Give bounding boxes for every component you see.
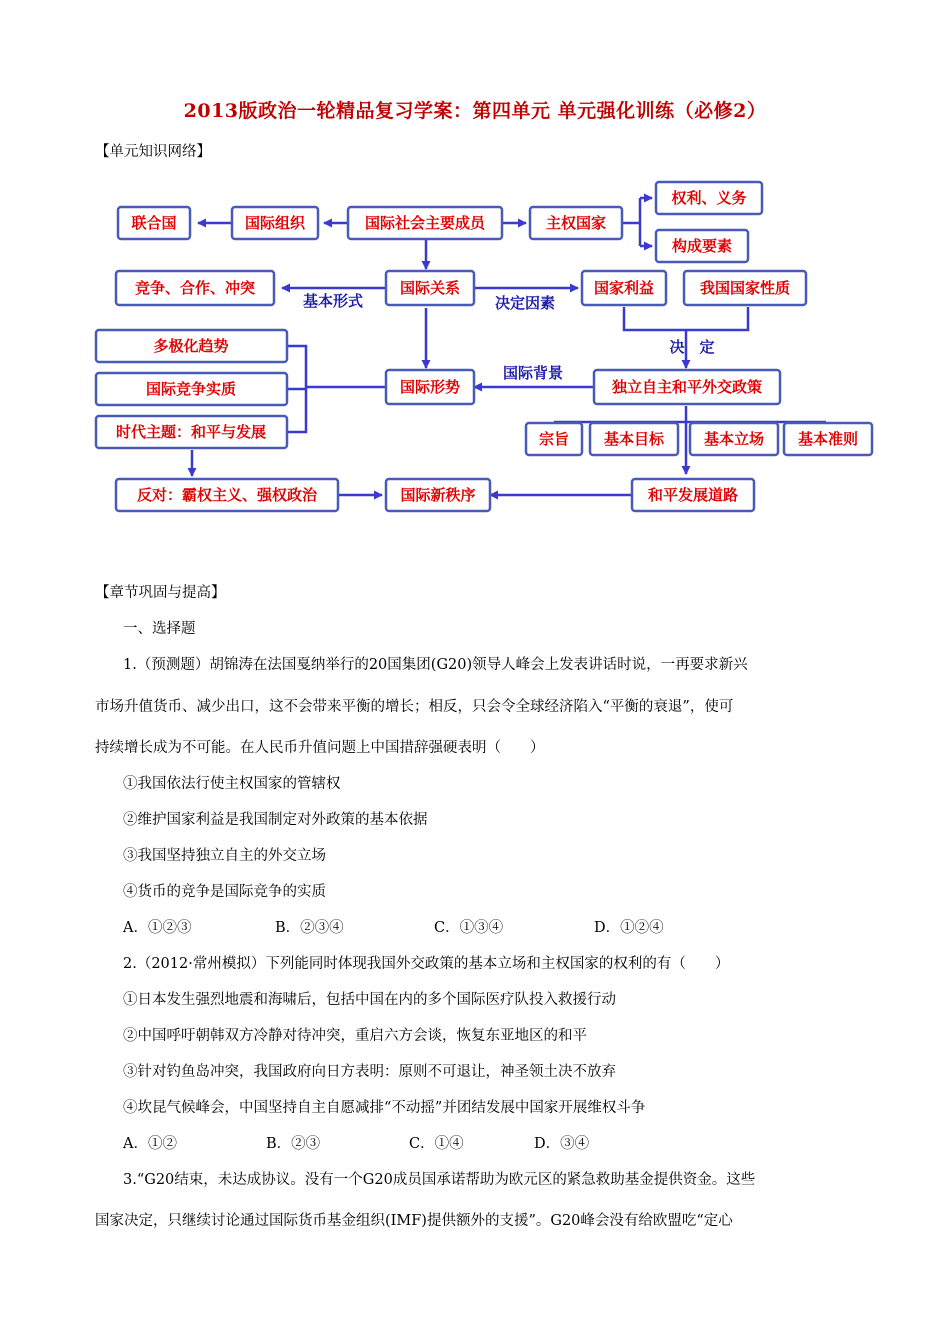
node-situation: 国际形势 — [399, 378, 461, 396]
q1-option-c: C．①③④ — [434, 920, 504, 936]
q3-line-1: 3.“G20结束，未达成协议。没有一个G20成员国承诺帮助为欧元区的紧急救助基金提供资金。这些 — [123, 1172, 756, 1188]
q2-line-1: 2.（2012·常州模拟）下列能同时体现我国外交政策的基本立场和主权国家的权利的有（ ） — [123, 956, 730, 972]
q1-line-1: 1.（预测题）胡锦涛在法国戛纳举行的20国集团(G20)领导人峰会上发表讲话时说，一再要求新兴 — [123, 657, 748, 673]
bracket-state — [622, 198, 640, 246]
edge-label-decisive-factor: 决定因素 — [494, 294, 556, 312]
q1-option-d: D．①②④ — [594, 920, 664, 936]
node-stance: 基本立场 — [703, 430, 765, 448]
q1-item-1: ①我国依法行使主权国家的管辖权 — [123, 776, 341, 792]
section-label-knowledge-network: 【单元知识网络】 — [95, 144, 211, 160]
node-multipolar: 多极化趋势 — [153, 337, 229, 355]
knowledge-network-diagram — [0, 170, 950, 530]
node-principle: 基本准则 — [797, 430, 859, 448]
node-goal: 基本目标 — [603, 430, 665, 448]
node-forms: 竞争、合作、冲突 — [134, 279, 256, 297]
node-road: 和平发展道路 — [647, 486, 739, 504]
node-int-org: 国际组织 — [244, 214, 306, 232]
q2-item-2: ②中国呼吁朝韩双方冷静对待冲突，重启六方会谈，恢复东亚地区的和平 — [123, 1028, 587, 1044]
q3-line-2: 国家决定，只继续讨论通过国际货币基金组织(IMF)提供额外的支援”。G20峰会没有给欧盟吃“定心 — [95, 1213, 733, 1229]
node-new-order: 国际新秩序 — [400, 486, 476, 504]
page-title: 2013版政治一轮精品复习学案：第四单元 单元强化训练（必修2） — [183, 100, 767, 122]
q2-option-a: A．①② — [123, 1136, 177, 1152]
q1-option-b: B．②③④ — [275, 920, 344, 936]
node-interest: 国家利益 — [593, 279, 655, 297]
node-sovereign-state: 主权国家 — [545, 214, 607, 232]
node-elements: 构成要素 — [671, 237, 733, 255]
q1-line-2: 市场升值货币、减少出口，这不会带来平衡的增长；相反，只会令全球经济陷入“平衡的衰退”，使可 — [95, 699, 734, 715]
q1-line-3: 持续增长成为不可能。在人民币升值问题上中国措辞强硬表明（ ） — [95, 740, 545, 756]
part-label-choice: 一、选择题 — [123, 621, 196, 637]
q2-item-1: ①日本发生强烈地震和海啸后，包括中国在内的多个国际医疗队投入救援行动 — [123, 992, 616, 1008]
q2-option-b: B．②③ — [266, 1136, 321, 1152]
q1-option-a: A．①②③ — [123, 920, 192, 936]
node-theme: 时代主题：和平与发展 — [115, 423, 267, 441]
node-purpose: 宗旨 — [538, 430, 570, 448]
edge-label-basic-form: 基本形式 — [302, 292, 364, 310]
node-rights: 权利、义务 — [671, 189, 747, 207]
q1-item-2: ②维护国家利益是我国制定对外政策的基本依据 — [123, 812, 428, 828]
node-main-members: 国际社会主要成员 — [364, 214, 486, 232]
edge-label-decide: 决 定 — [669, 338, 715, 356]
node-nature: 我国国家性质 — [699, 279, 791, 297]
section-label-consolidation: 【章节巩固与提高】 — [95, 585, 226, 601]
node-oppose: 反对：霸权主义、强权政治 — [136, 486, 318, 504]
q2-item-4: ④坎昆气候峰会，中国坚持自主自愿减排“不动摇”并团结发展中国家开展维权斗争 — [123, 1100, 646, 1116]
node-policy: 独立自主和平外交政策 — [611, 378, 763, 396]
q2-option-d: D．③④ — [534, 1136, 590, 1152]
q2-option-c: C．①④ — [409, 1136, 464, 1152]
node-un: 联合国 — [131, 214, 177, 232]
edge-label-int-background: 国际背景 — [502, 364, 564, 382]
node-relations: 国际关系 — [399, 279, 461, 297]
q2-item-3: ③针对钓鱼岛冲突，我国政府向日方表明：原则不可退让，神圣领土决不放弃 — [123, 1064, 616, 1080]
q1-item-3: ③我国坚持独立自主的外交立场 — [123, 848, 326, 864]
q1-item-4: ④货币的竞争是国际竞争的实质 — [123, 884, 326, 900]
node-competition: 国际竞争实质 — [145, 380, 237, 398]
bracket-decide — [624, 307, 748, 330]
